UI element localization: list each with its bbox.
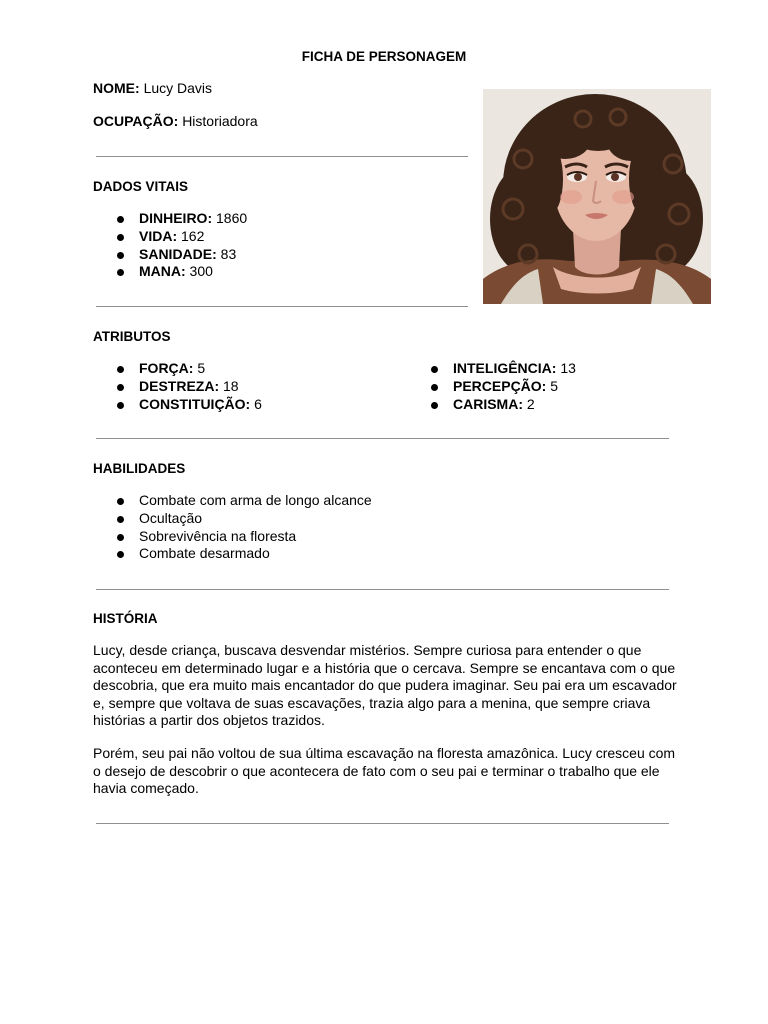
vital-value: 83 <box>220 245 237 262</box>
bullet-icon <box>117 252 124 259</box>
divider-3 <box>96 438 669 439</box>
attribute-item-strength <box>93 360 262 378</box>
divider-4 <box>96 589 669 590</box>
vital-label: VIDA: <box>139 227 178 244</box>
bullet-icon <box>431 402 438 409</box>
vital-value: 1860 <box>216 210 248 226</box>
name-value: Lucy Davis <box>143 80 213 96</box>
bullet-icon <box>117 384 124 391</box>
skills-heading: HABILIDADES <box>93 461 186 476</box>
skill-item <box>93 492 372 510</box>
occupation-field <box>93 113 258 131</box>
attribute-item-perception <box>407 378 576 396</box>
attributes-list-left <box>93 360 262 413</box>
history-paragraph-2: Porém, seu pai não voltou de sua última escavação na floresta amazônica. Lucy cresceu com o desejo de descobrir o que acontecera de fato com o seu pai e terminar o trabalho que ele havia começado. <box>93 745 676 796</box>
portrait-illustration <box>483 89 711 304</box>
occupation-label: OCUPAÇÃO: <box>93 113 179 129</box>
attribute-item-dexterity <box>93 378 262 396</box>
bullet-icon <box>117 516 124 523</box>
attribute-value: 18 <box>223 377 239 394</box>
bullet-icon <box>117 269 124 276</box>
attribute-label: DESTREZA: <box>139 377 220 394</box>
skill-item <box>93 545 372 563</box>
bullet-icon <box>117 551 124 558</box>
divider-5 <box>96 823 669 824</box>
attribute-value: 13 <box>560 360 576 376</box>
bullet-icon <box>431 384 438 391</box>
divider-2 <box>96 306 468 307</box>
attribute-label: CARISMA: <box>453 395 523 412</box>
vital-item-life <box>93 228 247 246</box>
bullet-icon <box>117 498 124 505</box>
occupation-value: Historiadora <box>182 113 258 129</box>
skill-text: Combate com arma de longo alcance <box>139 492 372 508</box>
bullet-icon <box>117 216 124 223</box>
vital-item-sanity <box>93 246 247 264</box>
bullet-icon <box>117 402 124 409</box>
attribute-label: INTELIGÊNCIA: <box>453 360 557 376</box>
divider-1 <box>96 156 468 157</box>
attribute-label: CONSTITUIÇÃO: <box>139 395 251 412</box>
attribute-value: 5 <box>550 377 559 394</box>
bullet-icon <box>117 366 124 373</box>
bullet-icon <box>117 234 124 241</box>
skill-item <box>93 528 372 546</box>
vitals-list <box>93 210 247 281</box>
attributes-heading: ATRIBUTOS <box>93 329 171 344</box>
attribute-item-intelligence <box>407 360 576 378</box>
attribute-item-constitution <box>93 396 262 414</box>
attribute-value: 2 <box>526 395 535 412</box>
bullet-icon <box>117 534 124 541</box>
attributes-list-right <box>407 360 576 413</box>
skill-text: Combate desarmado <box>139 545 270 562</box>
vital-label: MANA: <box>139 263 186 280</box>
vital-item-money <box>93 210 247 228</box>
character-portrait <box>483 89 711 304</box>
name-label: NOME: <box>93 80 140 96</box>
bullet-icon <box>431 366 438 373</box>
history-heading: HISTÓRIA <box>93 611 158 626</box>
name-field <box>93 80 212 98</box>
attribute-value: 6 <box>254 395 262 412</box>
attribute-item-charisma <box>407 396 576 414</box>
history-paragraph-1: Lucy, desde criança, buscava desvendar mistérios. Sempre curiosa para entender o que aconteceu em determinado lugar e a história que o cercava. Sempre se encantava com o que descobria, que era muito mais encantador do que pudera imaginar. Seu pai era um escavador e, sempre que voltava de suas escavações, trazia algo para a menina, que sempre criava histórias a partir dos objetos trazidos. <box>93 642 677 728</box>
page-title: FICHA DE PERSONAGEM <box>301 49 467 64</box>
skill-text: Sobrevivência na floresta <box>139 527 297 544</box>
vital-value: 300 <box>189 263 213 280</box>
vital-label: SANIDADE: <box>139 245 217 262</box>
vital-label: DINHEIRO: <box>139 210 213 226</box>
attribute-value: 5 <box>197 360 206 376</box>
vitals-heading: DADOS VITAIS <box>93 179 189 194</box>
skill-text: Ocultação <box>139 509 203 526</box>
attribute-label: PERCEPÇÃO: <box>453 377 547 394</box>
attribute-label: FORÇA: <box>139 360 194 376</box>
vital-value: 162 <box>181 227 205 244</box>
skill-item <box>93 510 372 528</box>
skills-list <box>93 492 372 563</box>
vital-item-mana <box>93 263 247 281</box>
